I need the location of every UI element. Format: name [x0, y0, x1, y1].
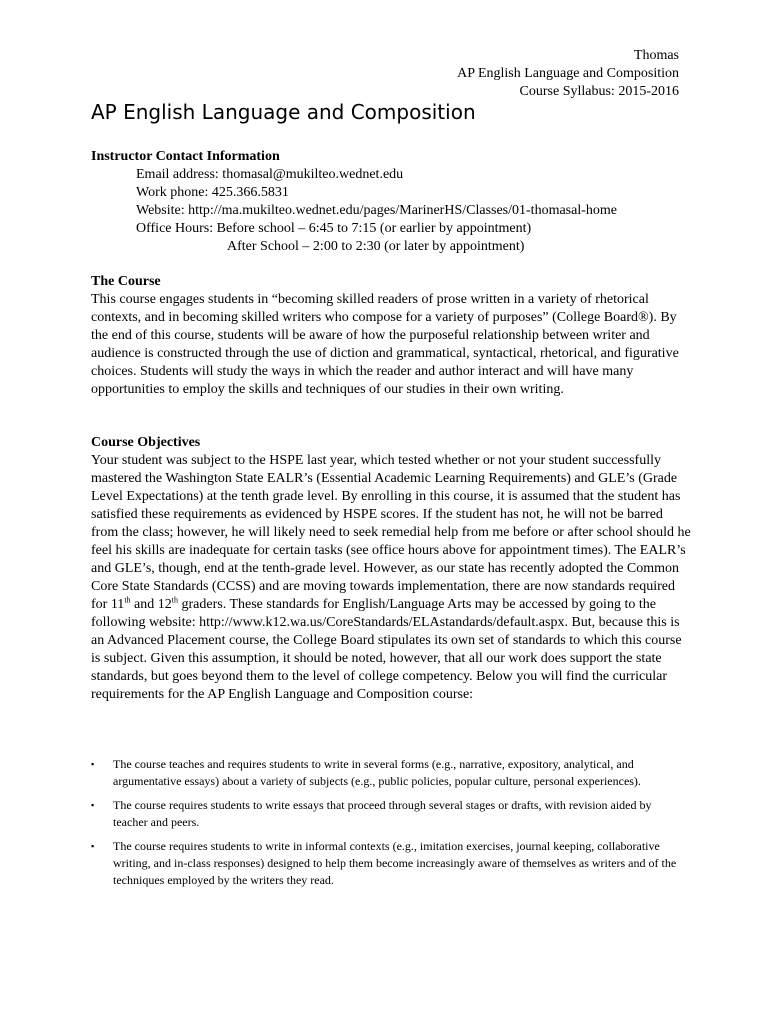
square-bullet-icon: ▪ [91, 800, 95, 810]
header-name: Thomas [633, 48, 679, 63]
list-item [91, 797, 681, 831]
requirements-list [91, 756, 681, 896]
page-header [457, 47, 679, 101]
objectives-text-1: Your student was subject to the HSPE last year, which tested whether or not your student successfully mastered the Washington State EALR’s (Essential Academic Learning Requirements) and GLE’s (Grade Level Expectations) at the tenth grade level. By enrolling in this course, it is assumed that the student has satisfied these requirements as evidenced by HSPE scores. If the student has not, he will not be barred from the class; however, he will likely need to seek remedial help from me before or after school should he feel his skills are inadequate for certain tasks (see office hours above for appointment times). The EALR’s and GLE’s, though, end at the tenth-grade level. However, as our state has recently adopted the Common Core State Standards (CCSS) and are moving towards implementation, there are now standards required for [91, 453, 691, 612]
square-bullet-icon: ▪ [91, 759, 95, 769]
list-item-text: The course requires students to write essays that proceed through several stages or drafts, with revision aided by teacher and peers. [113, 798, 652, 829]
contact-section [91, 148, 691, 256]
document-title: AP English Language and Composition [91, 100, 476, 124]
objectives-paragraph [91, 452, 691, 704]
grade-12: 12 [157, 597, 172, 612]
course-heading: The Course [91, 274, 161, 289]
list-item [91, 756, 681, 790]
header-syllabus: Course Syllabus: 2015-2016 [519, 84, 679, 99]
objectives-and: and [130, 597, 158, 612]
objectives-heading: Course Objectives [91, 435, 201, 450]
list-item-text: The course requires students to write in informal contexts (e.g., imitation exercises, journal keeping, collaborative writing, and in-class responses) designed to help them become increasingly aware of themselves as writers and of the techniques employed by the writers they read. [113, 839, 677, 887]
list-item-text: The course teaches and requires students to write in several forms (e.g., narrative, expository, analytical, and argumentative essays) about a variety of subjects (e.g., public policies, popular culture, personal experiences). [113, 757, 641, 788]
objectives-text-2: graders. These standards for English/Language Arts may be accessed by going to the following website: http://www.k12.wa.us/CoreStandards/ELAstandards/default.aspx. But, because this is an Advanced Placement course, the College Board stipulates its own set of standards to which this course is subject. Given this assumption, it should be noted, however, that all our work does support the state standards, but goes beyond them to the level of college competency. Below you will find the curricular requirements for the AP English Language and Composition course: [91, 597, 682, 702]
course-section [91, 273, 691, 399]
superscript-th: th [171, 595, 178, 605]
contact-heading: Instructor Contact Information [91, 149, 280, 164]
contact-email: Email address: thomasal@mukilteo.wednet.edu [136, 167, 404, 182]
contact-hours-before: Office Hours: Before school – 6:45 to 7:15 (or earlier by appointment) [136, 221, 532, 236]
contact-phone: Work phone: 425.366.5831 [136, 185, 289, 200]
contact-hours-after: After School – 2:00 to 2:30 (or later by appointment) [227, 239, 525, 254]
contact-website: Website: http://ma.mukilteo.wednet.edu/pages/MarinerHS/Classes/01-thomasal-home [136, 203, 617, 218]
superscript-th: th [124, 595, 131, 605]
objectives-section [91, 434, 691, 704]
grade-11: 11 [110, 597, 125, 612]
list-item [91, 838, 681, 889]
header-course: AP English Language and Composition [457, 66, 679, 81]
course-description: This course engages students in “becoming skilled readers of prose written in a variety of rhetorical contexts, and in becoming skilled writers who compose for a variety of purposes” (College Board®). By the end of this course, students will be aware of how the purposeful relationship between writer and audience is constructed through the use of diction and grammatical, syntactical, rhetorical, and figurative choices. Students will study the ways in which the reader and author interact and will have many opportunities to employ the skills and techniques of our studies in their own writing. [91, 292, 679, 397]
square-bullet-icon: ▪ [91, 841, 95, 851]
